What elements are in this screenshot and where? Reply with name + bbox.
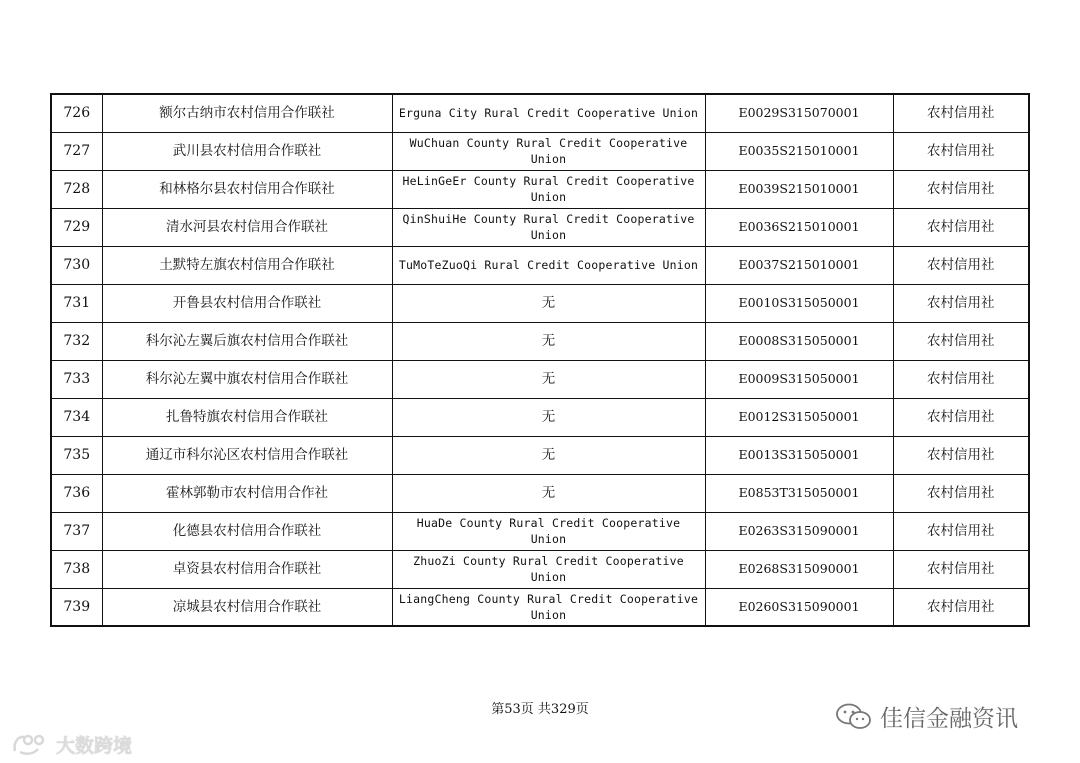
institution-code-cell: E0013S315050001 xyxy=(705,436,893,474)
institution-code-cell: E0037S215010001 xyxy=(705,246,893,284)
row-number-cell: 736 xyxy=(51,474,102,512)
institution-type-cell: 农村信用社 xyxy=(893,284,1029,322)
english-name-cell: 无 xyxy=(392,474,705,512)
chinese-name-cell: 额尔古纳市农村信用合作联社 xyxy=(102,94,392,132)
institution-type-cell: 农村信用社 xyxy=(893,170,1029,208)
table-row xyxy=(51,360,1029,398)
english-name-cell: ZhuoZi County Rural Credit Cooperative Union xyxy=(392,550,705,588)
dashuju-logo-icon xyxy=(12,733,52,760)
table-row xyxy=(51,398,1029,436)
table-row xyxy=(51,322,1029,360)
institution-type-cell: 农村信用社 xyxy=(893,550,1029,588)
institution-type-cell: 农村信用社 xyxy=(893,246,1029,284)
institution-type-cell: 农村信用社 xyxy=(893,322,1029,360)
institution-code-cell: E0036S215010001 xyxy=(705,208,893,246)
institution-code-cell: E0009S315050001 xyxy=(705,360,893,398)
institution-type-cell: 农村信用社 xyxy=(893,360,1029,398)
row-number-cell: 738 xyxy=(51,550,102,588)
chinese-name-cell: 霍林郭勒市农村信用合作社 xyxy=(102,474,392,512)
chinese-name-cell: 通辽市科尔沁区农村信用合作联社 xyxy=(102,436,392,474)
institution-type-cell: 农村信用社 xyxy=(893,398,1029,436)
watermark-left xyxy=(12,731,132,760)
institution-type-cell: 农村信用社 xyxy=(893,132,1029,170)
english-name-cell: 无 xyxy=(392,284,705,322)
chinese-name-cell: 卓资县农村信用合作联社 xyxy=(102,550,392,588)
table-row xyxy=(51,132,1029,170)
english-name-cell: 无 xyxy=(392,398,705,436)
institution-type-cell: 农村信用社 xyxy=(893,474,1029,512)
wechat-logo-icon xyxy=(834,702,874,738)
institution-code-cell: E0268S315090001 xyxy=(705,550,893,588)
institution-code-cell: E0012S315050001 xyxy=(705,398,893,436)
chinese-name-cell: 清水河县农村信用合作联社 xyxy=(102,208,392,246)
chinese-name-cell: 凉城县农村信用合作联社 xyxy=(102,588,392,626)
institution-code-cell: E0010S315050001 xyxy=(705,284,893,322)
row-number-cell: 726 xyxy=(51,94,102,132)
english-name-cell: HuaDe County Rural Credit Cooperative Union xyxy=(392,512,705,550)
table-row xyxy=(51,436,1029,474)
table-row xyxy=(51,170,1029,208)
watermark-right xyxy=(834,700,1018,738)
institution-registry-table xyxy=(50,93,1030,627)
table-row xyxy=(51,94,1029,132)
english-name-cell: QinShuiHe County Rural Credit Cooperative Union xyxy=(392,208,705,246)
page-number: 第53页 共329页 xyxy=(491,702,589,717)
institution-code-cell: E0263S315090001 xyxy=(705,512,893,550)
chinese-name-cell: 科尔沁左翼后旗农村信用合作联社 xyxy=(102,322,392,360)
institution-type-cell: 农村信用社 xyxy=(893,94,1029,132)
institution-code-cell: E0260S315090001 xyxy=(705,588,893,626)
row-number-cell: 732 xyxy=(51,322,102,360)
english-name-cell: Erguna City Rural Credit Cooperative Union xyxy=(392,94,705,132)
table-row xyxy=(51,208,1029,246)
institution-code-cell: E0008S315050001 xyxy=(705,322,893,360)
row-number-cell: 727 xyxy=(51,132,102,170)
table-row xyxy=(51,284,1029,322)
row-number-cell: 737 xyxy=(51,512,102,550)
row-number-cell: 729 xyxy=(51,208,102,246)
row-number-cell: 731 xyxy=(51,284,102,322)
chinese-name-cell: 和林格尔县农村信用合作联社 xyxy=(102,170,392,208)
watermark-right-text: 佳信金融资讯 xyxy=(880,706,1018,732)
institution-code-cell: E0039S215010001 xyxy=(705,170,893,208)
table-row xyxy=(51,588,1029,626)
chinese-name-cell: 武川县农村信用合作联社 xyxy=(102,132,392,170)
institution-code-cell: E0035S215010001 xyxy=(705,132,893,170)
table-row xyxy=(51,550,1029,588)
chinese-name-cell: 扎鲁特旗农村信用合作联社 xyxy=(102,398,392,436)
chinese-name-cell: 土默特左旗农村信用合作联社 xyxy=(102,246,392,284)
english-name-cell: HeLinGeEr County Rural Credit Cooperative Union xyxy=(392,170,705,208)
english-name-cell: 无 xyxy=(392,360,705,398)
english-name-cell: WuChuan County Rural Credit Cooperative Union xyxy=(392,132,705,170)
english-name-cell: LiangCheng County Rural Credit Cooperative Union xyxy=(392,588,705,626)
institution-type-cell: 农村信用社 xyxy=(893,208,1029,246)
registry-table-container xyxy=(50,93,1030,627)
row-number-cell: 734 xyxy=(51,398,102,436)
row-number-cell: 733 xyxy=(51,360,102,398)
table-row xyxy=(51,474,1029,512)
institution-type-cell: 农村信用社 xyxy=(893,588,1029,626)
registry-table-body xyxy=(51,94,1029,626)
table-row xyxy=(51,512,1029,550)
row-number-cell: 735 xyxy=(51,436,102,474)
english-name-cell: 无 xyxy=(392,436,705,474)
watermark-left-text: 大数跨境 xyxy=(56,735,133,757)
institution-type-cell: 农村信用社 xyxy=(893,512,1029,550)
english-name-cell: TuMoTeZuoQi Rural Credit Cooperative Union xyxy=(392,246,705,284)
chinese-name-cell: 开鲁县农村信用合作联社 xyxy=(102,284,392,322)
row-number-cell: 739 xyxy=(51,588,102,626)
institution-code-cell: E0029S315070001 xyxy=(705,94,893,132)
chinese-name-cell: 化德县农村信用合作联社 xyxy=(102,512,392,550)
institution-type-cell: 农村信用社 xyxy=(893,436,1029,474)
institution-code-cell: E0853T315050001 xyxy=(705,474,893,512)
chinese-name-cell: 科尔沁左翼中旗农村信用合作联社 xyxy=(102,360,392,398)
row-number-cell: 730 xyxy=(51,246,102,284)
english-name-cell: 无 xyxy=(392,322,705,360)
table-row xyxy=(51,246,1029,284)
row-number-cell: 728 xyxy=(51,170,102,208)
